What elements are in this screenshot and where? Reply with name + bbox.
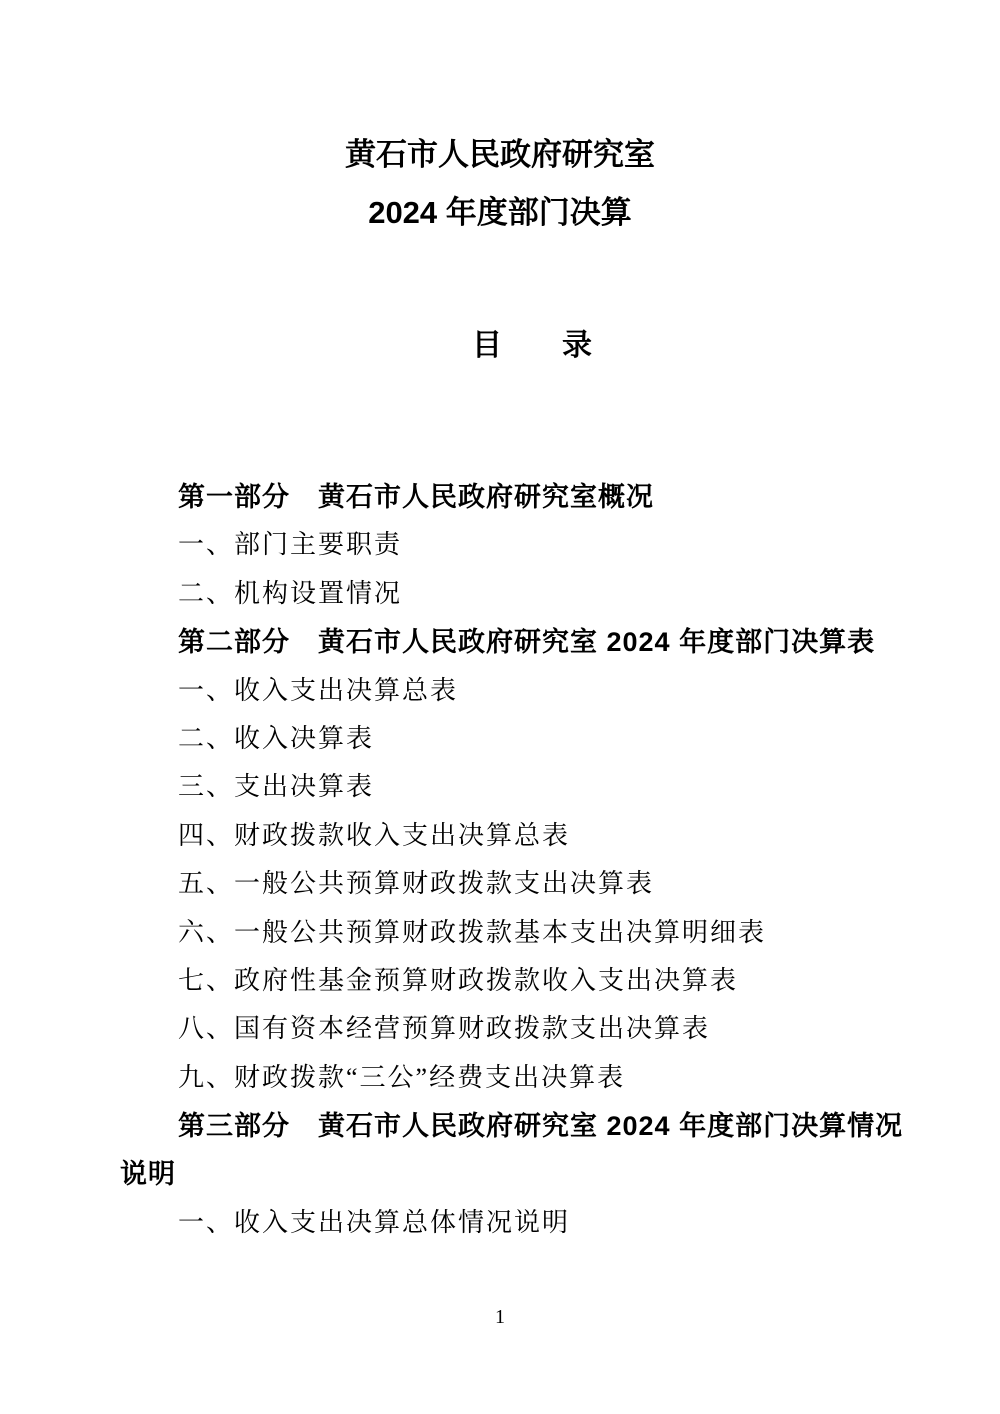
toc-heading: 目 录 <box>472 329 592 362</box>
toc-item: 一、收入支出决算总表 <box>178 675 459 705</box>
toc-part-heading-3: 第三部分 黄石市人民政府研究室 2024 年度部门决算情况 <box>178 1111 904 1142</box>
toc-item: 二、收入决算表 <box>178 723 375 753</box>
toc-item: 六、一般公共预算财政拨款基本支出决算明细表 <box>178 917 767 947</box>
toc-item: 一、收入支出决算总体情况说明 <box>178 1207 571 1237</box>
toc-item: 四、财政拨款收入支出决算总表 <box>178 820 571 850</box>
document-title-line-1: 黄石市人民政府研究室 <box>345 137 655 172</box>
page-number: 1 <box>495 1306 505 1328</box>
toc-item: 八、国有资本经营预算财政拨款支出决算表 <box>178 1014 711 1044</box>
toc-item: 一、部门主要职责 <box>178 530 403 560</box>
toc-item: 九、财政拨款“三公”经费支出决算表 <box>178 1062 626 1092</box>
toc-part-heading-2: 第二部分 黄石市人民政府研究室 2024 年度部门决算表 <box>178 627 876 658</box>
document-title <box>0 126 1000 242</box>
document-title-line-2: 2024 年度部门决算 <box>368 195 632 230</box>
toc-part-heading-1: 第一部分 黄石市人民政府研究室概况 <box>178 482 654 512</box>
toc <box>120 473 904 1247</box>
toc-item: 七、政府性基金预算财政拨款收入支出决算表 <box>178 965 739 995</box>
toc-item: 二、机构设置情况 <box>178 578 403 608</box>
toc-part-heading-3-continuation: 说明 <box>120 1159 176 1190</box>
toc-item: 三、支出决算表 <box>178 772 375 802</box>
toc-item: 五、一般公共预算财政拨款支出决算表 <box>178 869 655 899</box>
